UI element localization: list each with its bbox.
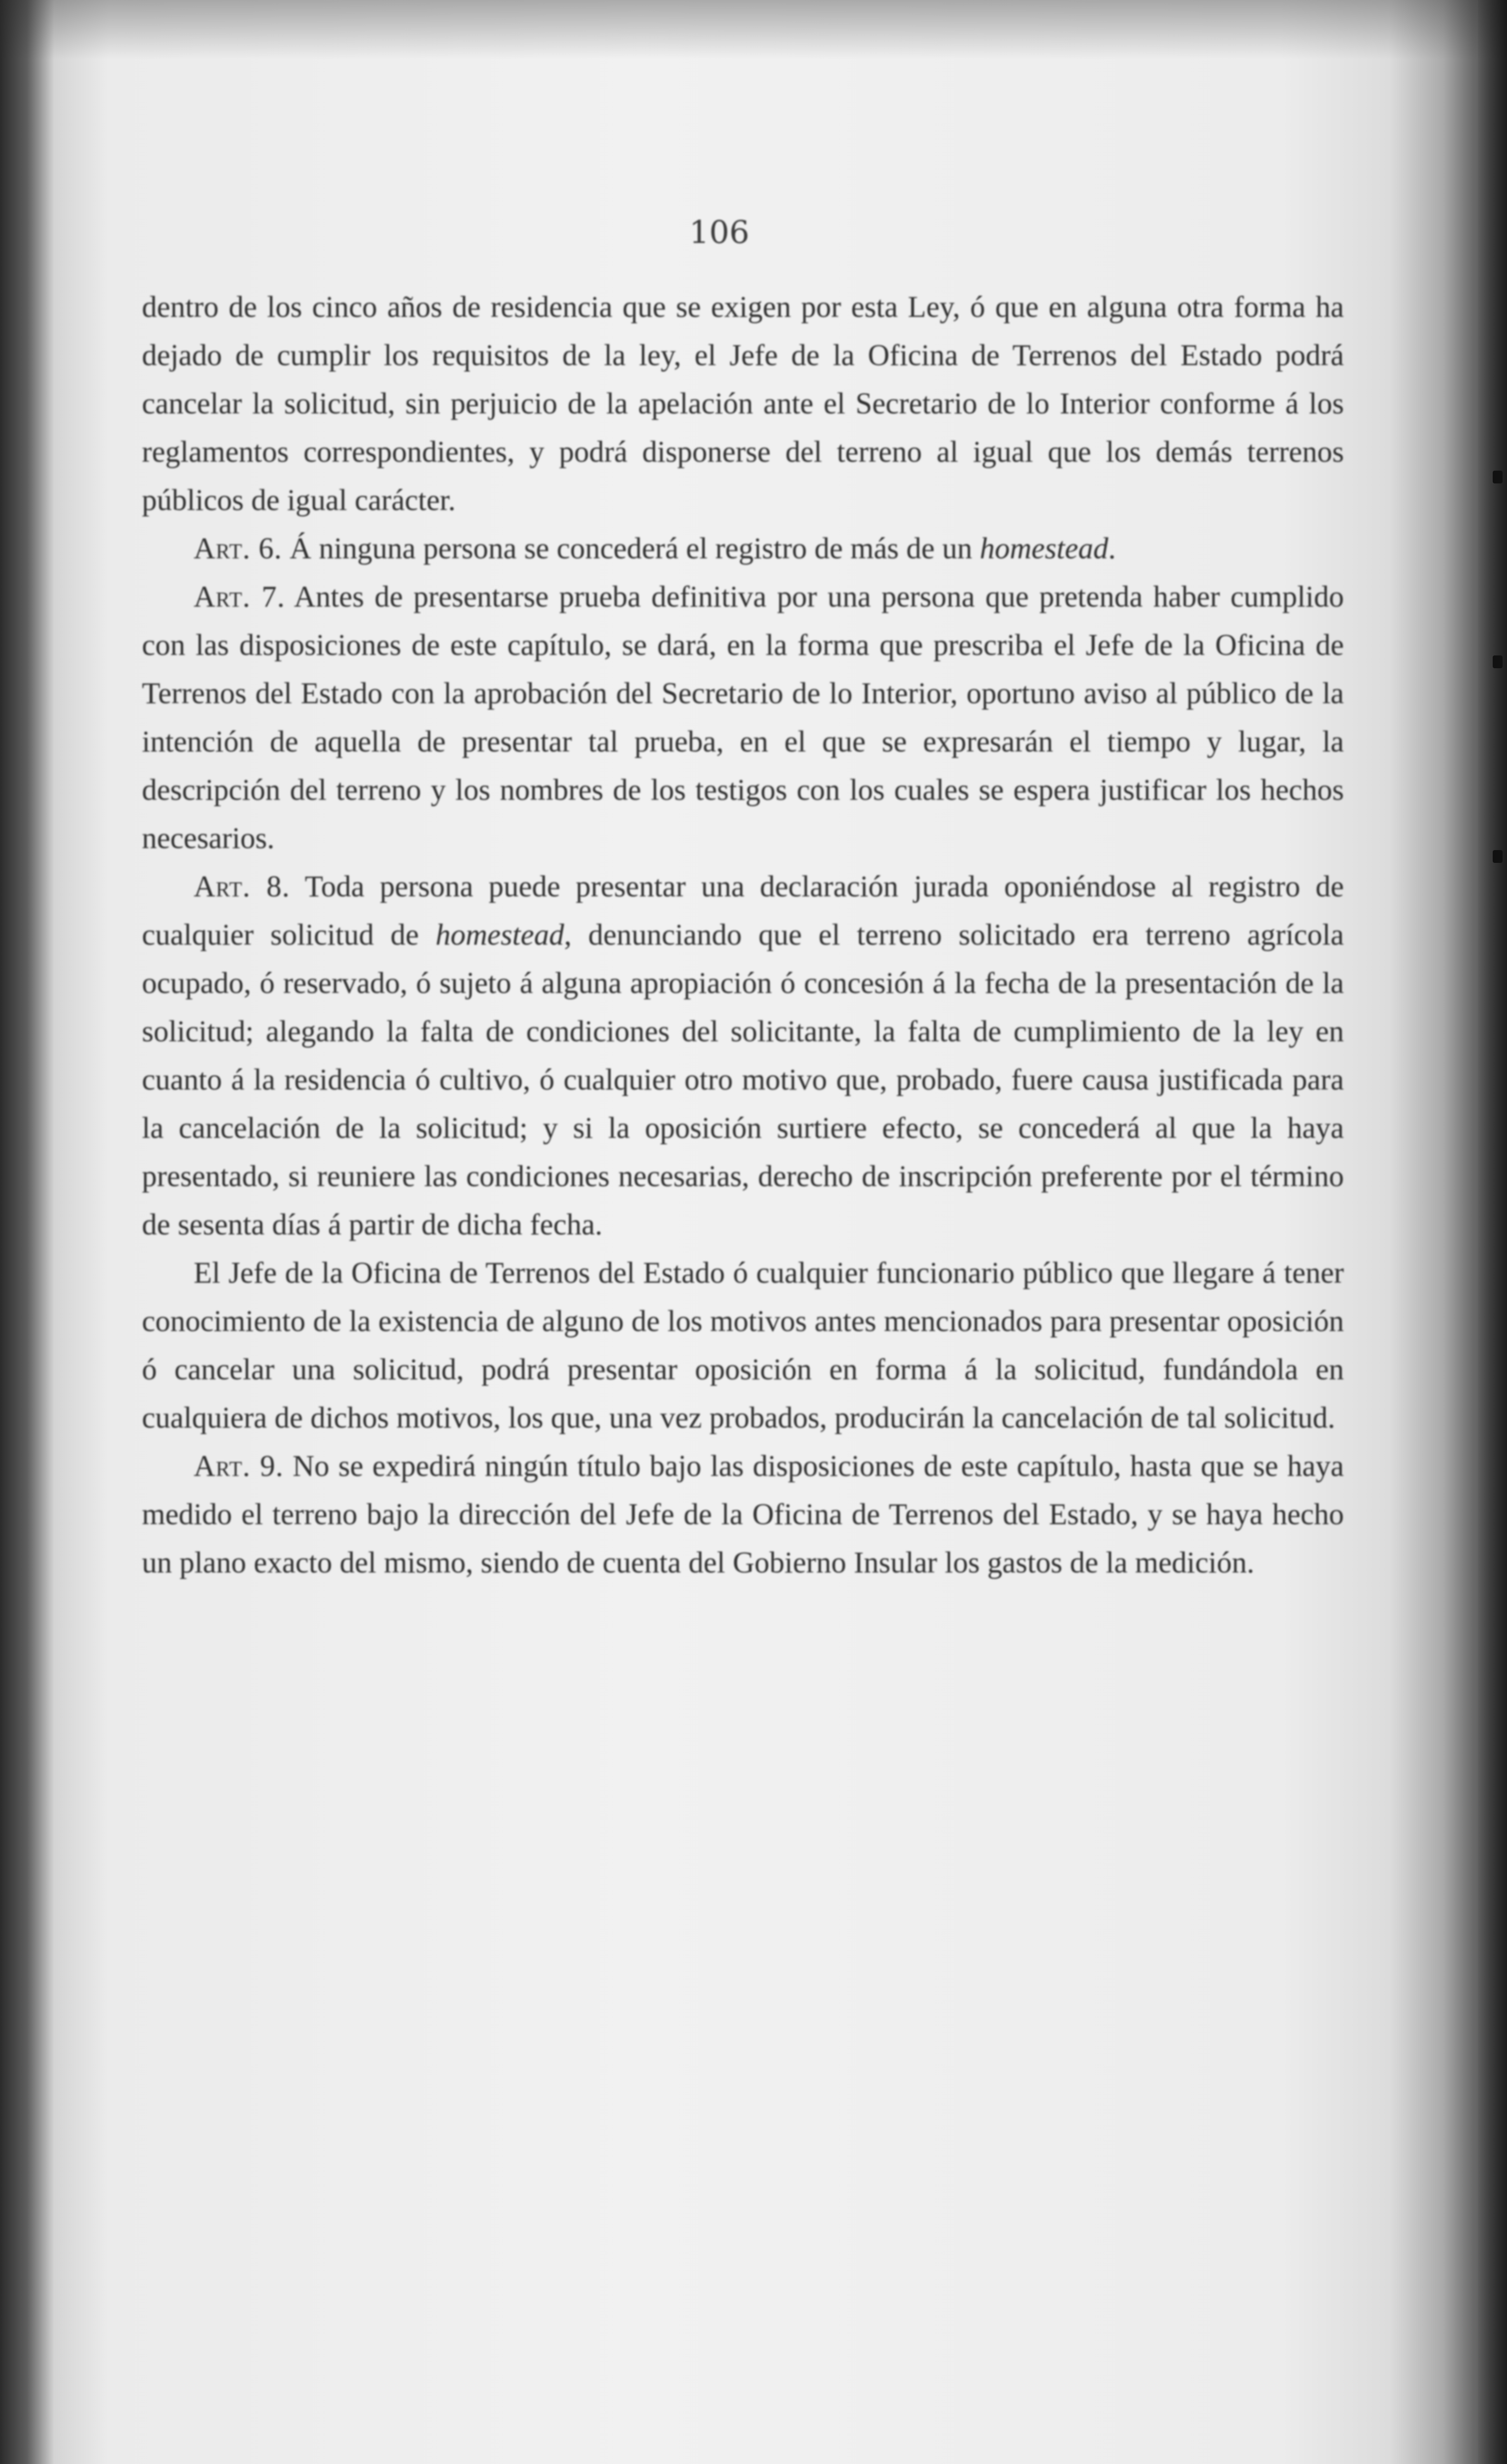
article-9 — [142, 1442, 1344, 1587]
paragraph-text: dentro de los cinco años de residencia que se exigen por esta Ley, ó que en alguna otra forma ha dejado de cumplir los requisitos de la ley, el Jefe de la Oficina de Terrenos del Estado podrá cancelar la solicitud, sin perjuicio de la apelación ante el Secretario de lo Interior conforme á los reglamentos correspondientes, y podrá disponerse del terreno al igual que los demás terrenos públicos de igual carácter. — [142, 291, 1344, 517]
paragraph-text: No se expedirá ningún título bajo las disposiciones de este capítulo, hasta que se haya medido el terreno bajo la dirección del Jefe de la Oficina de Terrenos del Estado, y se haya hecho un plano exacto del mismo, siendo de cuenta del Gobierno Insular los gastos de la medición. — [142, 1450, 1344, 1579]
margin-mark — [1493, 471, 1503, 483]
margin-mark — [1493, 655, 1503, 668]
body-text — [142, 283, 1344, 1587]
paragraph-tail: . — [1108, 532, 1116, 565]
paragraph-text: El Jefe de la Oficina de Terrenos del Estado ó cualquier funcionario público que llegare á tener conocimiento de la existencia de alguno de los motivos antes mencionados para presentar oposición ó cancelar una solicitud, podrá presentar oposición en forma á la solicitud, fundándola en cualquiera de dichos motivos, los que, una vez probados, producirán la cancelación de tal solicitud. — [142, 1257, 1344, 1435]
article-6 — [142, 525, 1344, 573]
margin-mark — [1493, 850, 1503, 863]
page-edge-shadow — [1478, 0, 1507, 2464]
article-label: Art. 7. — [194, 581, 285, 614]
italic-term: homestead — [979, 532, 1108, 565]
paragraph-jefe — [142, 1249, 1344, 1442]
italic-term: homestead — [435, 919, 564, 952]
article-label: Art. 8. — [194, 870, 290, 903]
paragraph-tail: , denunciando que el terreno solicitado era terreno agrícola ocupado, ó reservado, ó sujeto á alguna apropiación ó concesión á la fecha de la presentación de la solicitud; alegando la falta de condiciones del solicitante, la falta de cumplimiento de la ley en cuanto á la residencia ó cultivo, ó cualquier otro motivo que, probado, fuere causa justificada para la cancelación de la solicitud; y si la oposición surtiere efecto, se concederá al que la haya presentado, si reuniere las condiciones necesarias, derecho de inscripción preferente por el término de sesenta días á partir de dicha fecha. — [142, 919, 1344, 1241]
article-7 — [142, 573, 1344, 863]
article-label: Art. 6. — [194, 532, 282, 565]
paragraph-text: Toda persona puede presentar una declaración jurada oponiéndose al registro de cualquier solicitud de — [142, 870, 1344, 952]
paragraph-continuation — [142, 283, 1344, 525]
article-8 — [142, 863, 1344, 1249]
paragraph-text: Á ninguna persona se concederá el registro de más de un — [282, 532, 980, 565]
top-shadow — [0, 0, 1507, 59]
page-number: 106 — [689, 214, 750, 251]
paragraph-text: Antes de presentarse prueba definitiva por una persona que pretenda haber cumplido con las disposiciones de este capítulo, se dará, en la forma que prescriba el Jefe de la Oficina de Terrenos del Estado con la aprobación del Secretario de lo Interior, oportuno aviso al público de la intención de aquella de presentar tal prueba, en el que se expresarán el tiempo y lugar, la descripción del terreno y los nombres de los testigos con los cuales se espera justificar los hechos necesarios. — [142, 581, 1344, 855]
article-label: Art. 9. — [194, 1450, 284, 1483]
